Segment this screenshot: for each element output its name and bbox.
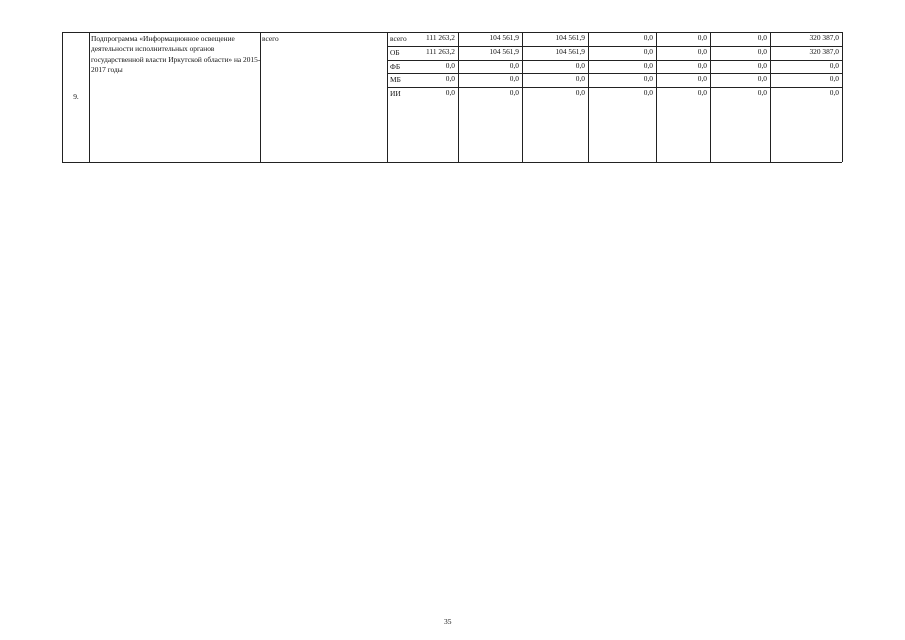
value-cell: 0,0 — [575, 60, 585, 70]
value-cell: 0,0 — [643, 74, 653, 84]
value-cell: 0,0 — [697, 46, 707, 56]
column-line — [89, 32, 90, 162]
value-cell: 0,0 — [509, 88, 519, 98]
value-cell: 0,0 — [697, 74, 707, 84]
value-cell: 0,0 — [697, 88, 707, 98]
source-label: ИИ — [390, 89, 401, 99]
source-label: МБ — [390, 75, 401, 85]
value-cell: 320 387,0 — [809, 33, 839, 42]
value-cell: 0,0 — [509, 74, 519, 84]
executor-cell: всего — [262, 34, 279, 43]
value-cell: 104 561,9 — [555, 33, 585, 42]
column-line — [842, 32, 843, 162]
value-cell: 0,0 — [757, 60, 767, 70]
row-number: 9. — [73, 92, 79, 101]
value-cell: 104 561,9 — [489, 46, 519, 56]
value-cell: 0,0 — [757, 88, 767, 98]
row-title: Подпрограмма «Информационное освещение деятельности исполнительных органов государственной власти Иркутской области» на 2015-2017 годы — [91, 34, 261, 75]
page-number: 35 — [444, 617, 452, 626]
value-cell: 111 263,2 — [425, 33, 455, 42]
value-cell: 104 561,9 — [489, 33, 519, 42]
value-cell: 0,0 — [445, 60, 455, 70]
source-label: ФБ — [390, 61, 401, 71]
value-cell: 0,0 — [757, 74, 767, 84]
value-cell: 0,0 — [829, 74, 839, 84]
value-cell: 0,0 — [643, 60, 653, 70]
value-cell: 0,0 — [575, 74, 585, 84]
value-cell: 0,0 — [445, 88, 455, 98]
value-cell: 0,0 — [643, 88, 653, 98]
value-cell: 0,0 — [757, 46, 767, 56]
budget-table — [62, 32, 842, 580]
value-cell: 0,0 — [757, 33, 767, 42]
source-label: ОБ — [390, 47, 400, 57]
value-cell: 0,0 — [509, 60, 519, 70]
source-label: всего — [390, 33, 407, 43]
value-cell: 111 263,2 — [425, 46, 455, 56]
value-cell: 320 387,0 — [809, 46, 839, 56]
value-cell: 0,0 — [829, 60, 839, 70]
value-cell: 0,0 — [643, 46, 653, 56]
value-cell: 0,0 — [575, 88, 585, 98]
value-cell: 0,0 — [697, 33, 707, 42]
row-line — [62, 162, 842, 163]
value-cell: 0,0 — [643, 33, 653, 42]
column-line — [62, 32, 63, 162]
value-cell: 0,0 — [697, 60, 707, 70]
value-cell: 0,0 — [445, 74, 455, 84]
value-cell: 0,0 — [829, 88, 839, 98]
value-cell: 104 561,9 — [555, 46, 585, 56]
